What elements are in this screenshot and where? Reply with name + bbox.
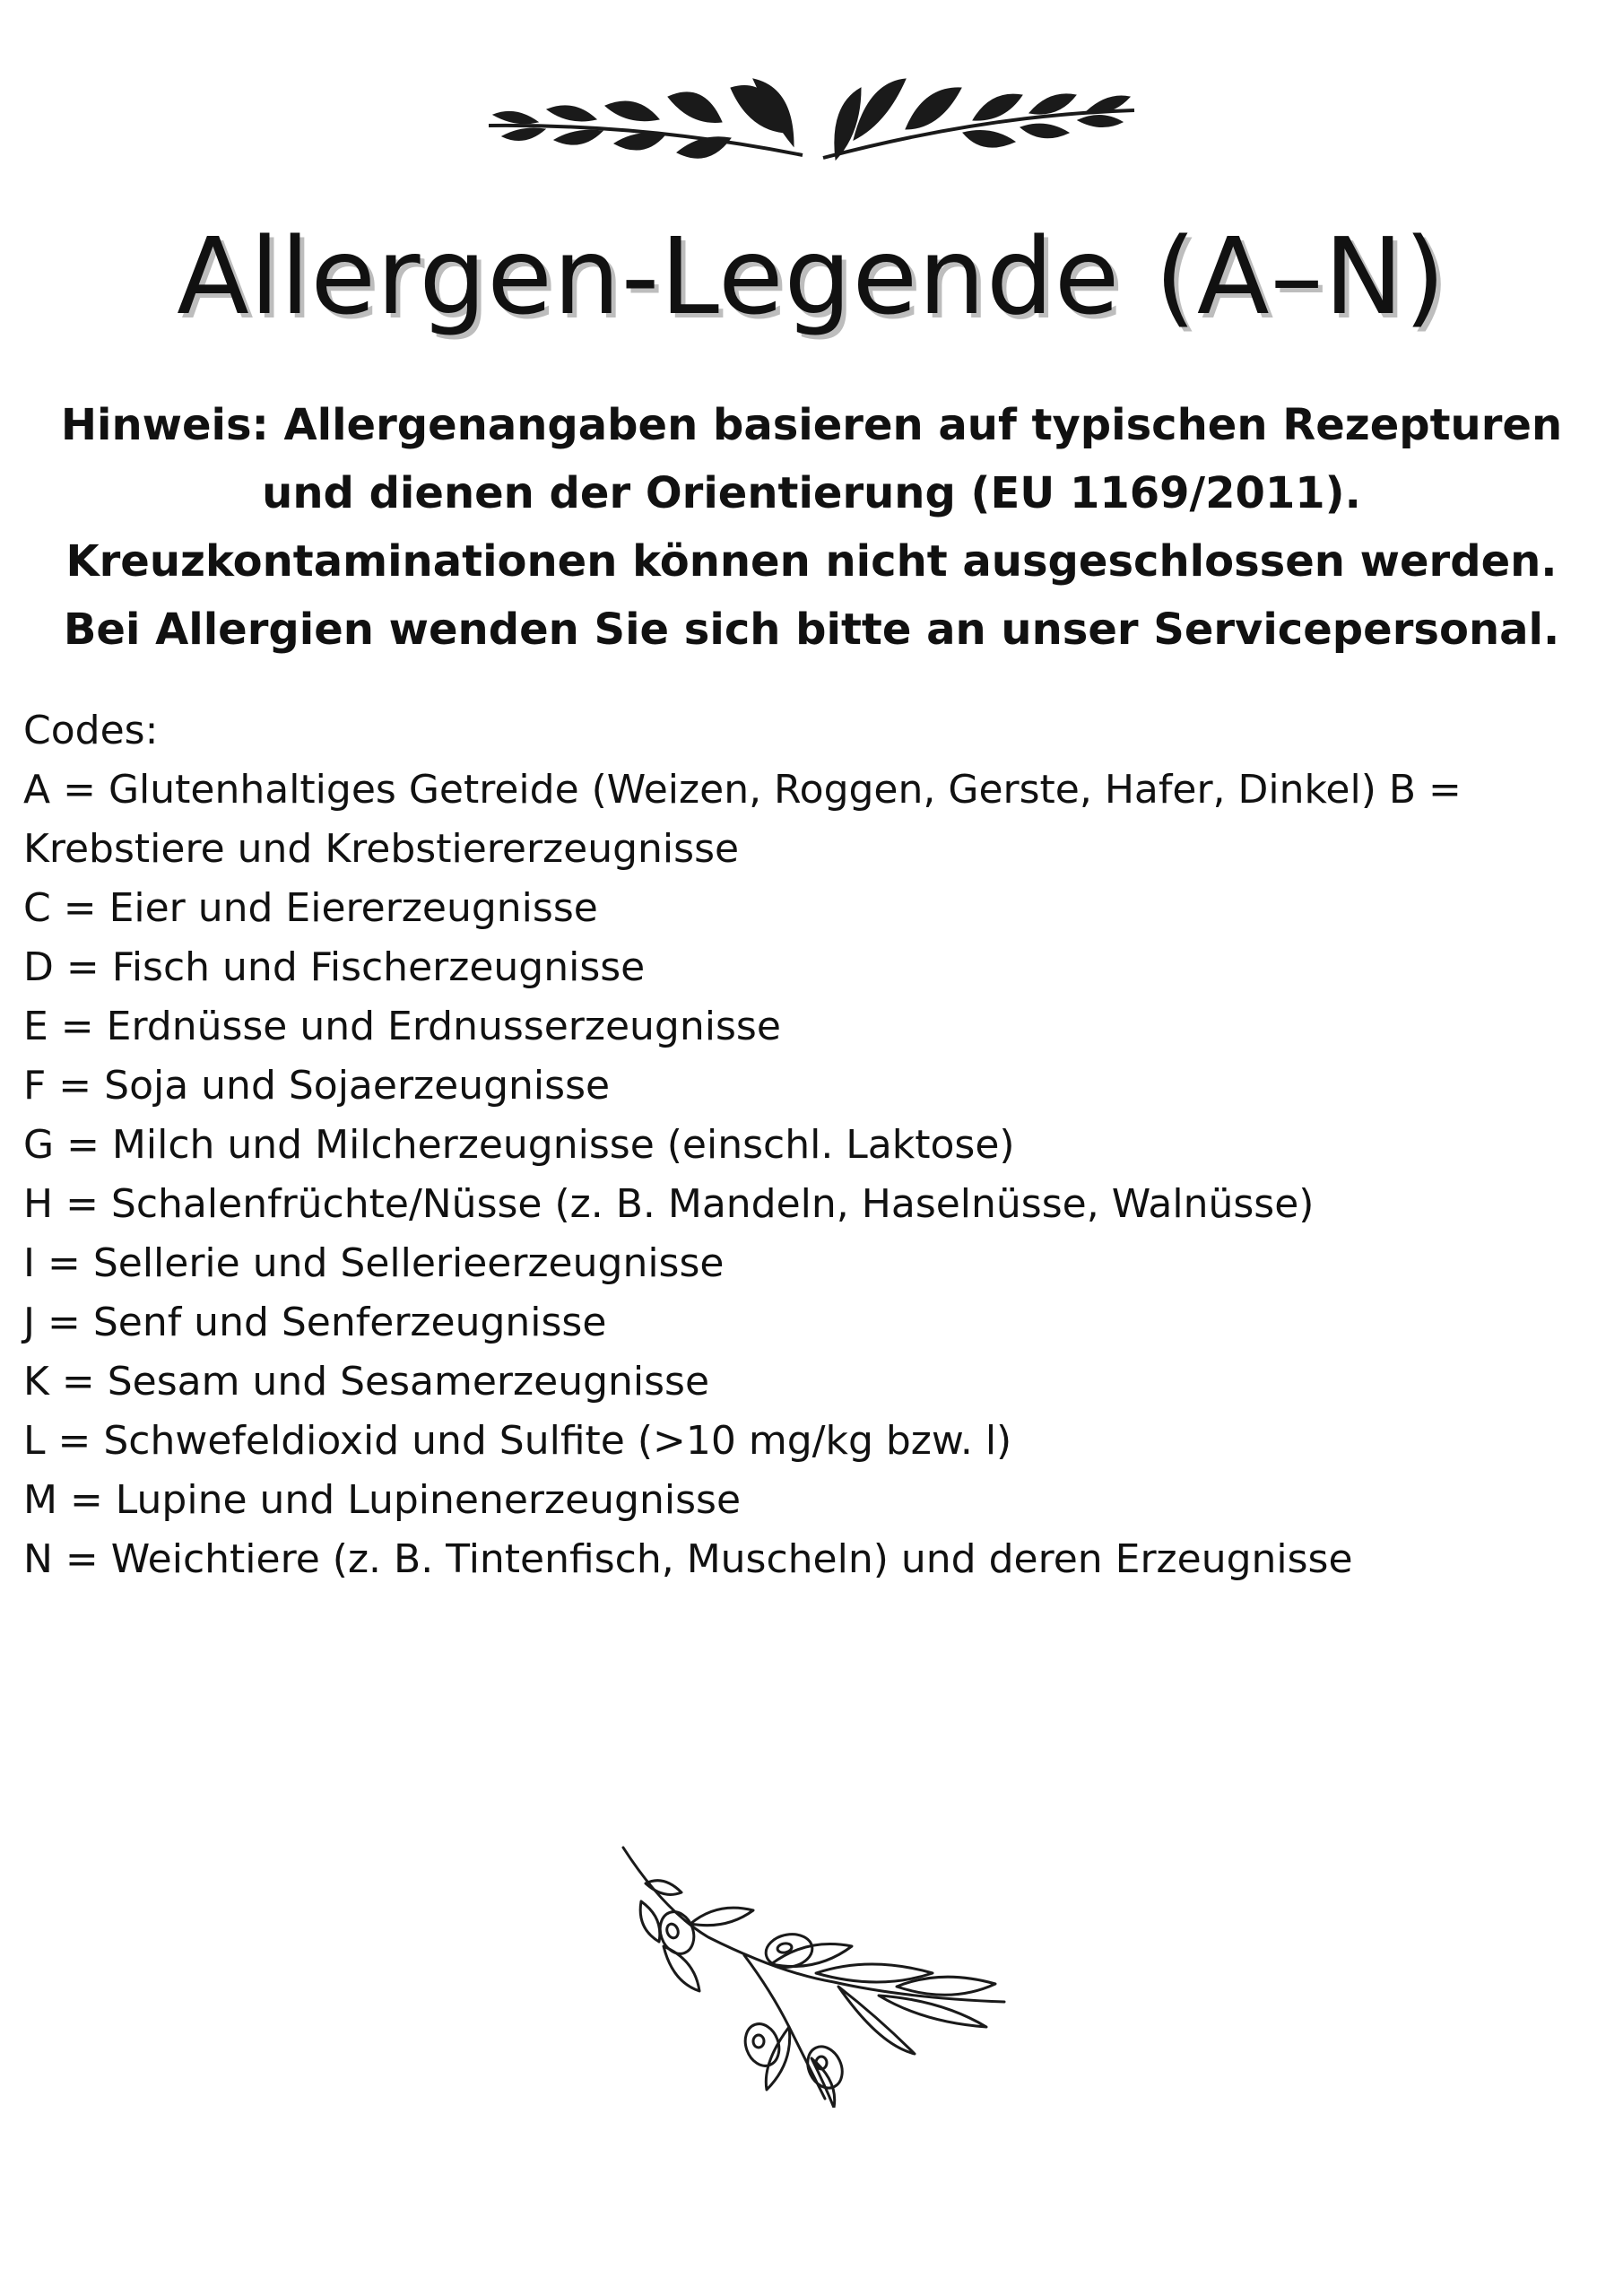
codes-heading: Codes: — [23, 708, 159, 753]
laurel-branches-icon — [484, 70, 1139, 169]
olive-branch-icon — [610, 1839, 1022, 2108]
list-item: J = Senf und Senferzeugnisse — [23, 1300, 607, 1345]
page-title: Allergen-Legende (A–N) — [177, 214, 1446, 338]
list-item: D = Fisch und Fischerzeugnisse — [23, 944, 646, 990]
list-item: L = Schwefeldioxid und Sulfite (>10 mg/kg bzw. l) — [23, 1418, 1012, 1464]
list-item: G = Milch und Milcherzeugnisse (einschl. Laktose) — [23, 1122, 1015, 1168]
list-item: N = Weichtiere (z. B. Tintenfisch, Muscheln) und deren Erzeugnisse — [23, 1536, 1353, 1582]
list-item: I = Sellerie und Sellerieerzeugnisse — [23, 1240, 725, 1286]
allergen-codes-list — [23, 701, 1584, 1589]
list-item: A = Glutenhaltiges Getreide (Weizen, Roggen, Gerste, Hafer, Dinkel) B = Krebstiere und Krebstiererzeugnisse — [23, 767, 1462, 872]
list-item: M = Lupine und Lupinenerzeugnisse — [23, 1477, 742, 1523]
list-item: C = Eier und Eiererzeugnisse — [23, 885, 598, 931]
list-item: E = Erdnüsse und Erdnusserzeugnisse — [23, 1004, 781, 1049]
list-item: F = Soja und Sojaerzeugnisse — [23, 1063, 611, 1109]
list-item: H = Schalenfrüchte/Nüsse (z. B. Mandeln, Haselnüsse, Walnüsse) — [23, 1181, 1315, 1227]
list-item: K = Sesam und Sesamerzeugnisse — [23, 1359, 710, 1405]
allergen-notice: Hinweis: Allergenangaben basieren auf typischen Rezepturen und dienen der Orientierung (EU 1169/2011). Kreuzkontaminationen können nicht ausgeschlossen werden. Bei Allergien wenden Sie sich bitte an unser Servicepersonal. — [60, 400, 1563, 655]
